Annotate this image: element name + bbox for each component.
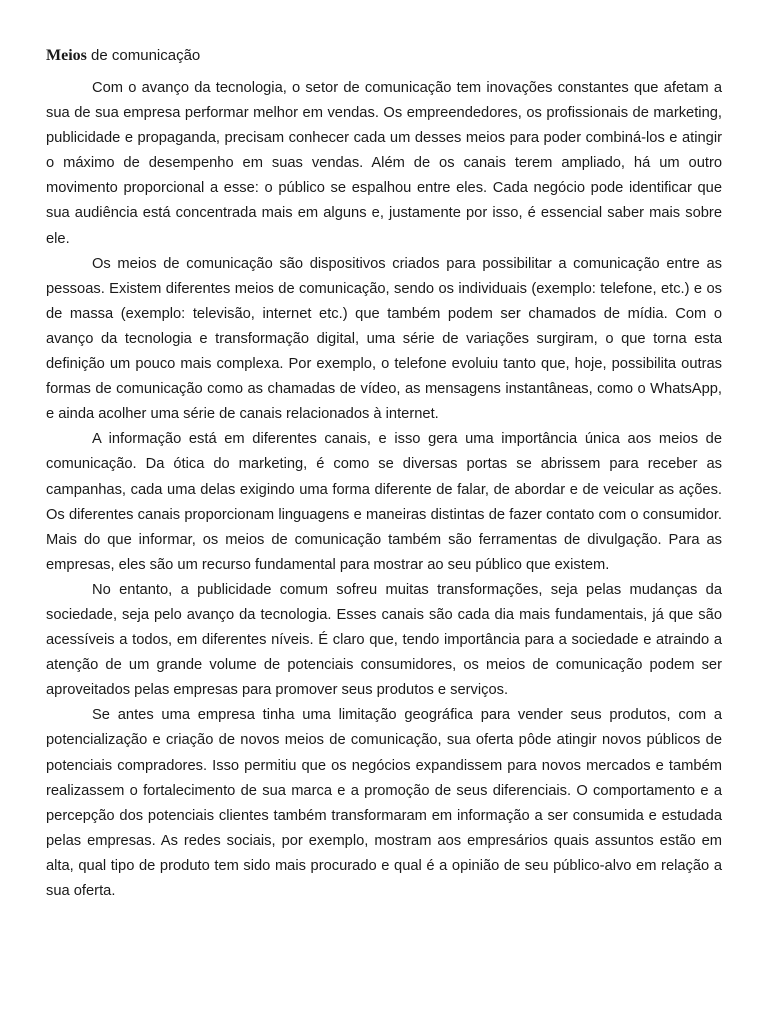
document-title (46, 44, 722, 68)
paragraph-5: Se antes uma empresa tinha uma limitação geográfica para vender seus produtos, com a potencialização e criação de novos meios de comunicação, sua oferta pôde atingir novos públicos de potenciais compradores. Isso permitiu que os negócios expandissem para novos mercados e também realizassem o fortalecimento de sua marca e a promoção de seus diferenciais. O comportamento e a percepção dos potenciais clientes também transformaram em informação a ser consumida e estudada pelas empresas. As redes sociais, por exemplo, mostram aos empresários quais assuntos estão em alta, qual tipo de produto tem sido mais procurado e qual é a opinião de seu público-alvo em relação a sua oferta. (46, 707, 722, 899)
document-page (46, 44, 722, 904)
paragraph-4: No entanto, a publicidade comum sofreu muitas transformações, seja pelas mudanças da sociedade, seja pelo avanço da tecnologia. Esses canais são cada dia mais fundamentais, já que são acessíveis a todos, em diferentes níveis. É claro que, tendo importância para a sociedade e atraindo a atenção de um grande volume de potenciais consumidores, os meios de comunicação podem ser aproveitados pelas empresas para promover seus produtos e serviços. (46, 581, 722, 699)
paragraph-2: Os meios de comunicação são dispositivos criados para possibilitar a comunicação entre as pessoas. Existem diferentes meios de comunicação, sendo os individuais (exemplo: telefone, etc.) e os de massa (exemplo: televisão, internet etc.) que também podem ser chamados de mídia. Com o avanço da tecnologia e transformação digital, uma série de variações surgiram, o que torna esta definição um pouco mais complexa. Por exemplo, o telefone evoluiu tanto que, hoje, possibilita outras formas de comunicação como as chamadas de vídeo, as mensagens instantâneas, como o WhatsApp, e ainda acolher uma série de canais relacionados à internet. (46, 255, 722, 423)
document-title-first-word: Meios (46, 47, 87, 64)
paragraph-3: A informação está em diferentes canais, e isso gera uma importância única aos meios de comunicação. Da ótica do marketing, é como se diversas portas se abrissem para receber as campanhas, cada uma delas exigindo uma forma diferente de falar, de abordar e de veicular as ações. Os diferentes canais proporcionam linguagens e maneiras distintas de fazer contato com o consumidor. Mais do que informar, os meios de comunicação também são ferramentas de divulgação. Para as empresas, eles são um recurso fundamental para mostrar ao seu público que existem. (46, 431, 722, 573)
paragraph-1: Com o avanço da tecnologia, o setor de comunicação tem inovações constantes que afetam a sua de sua empresa performar melhor em vendas. Os empreendedores, os profissionais de marketing, publicidade e propaganda, precisam conhecer cada um desses meios para poder combiná-los e atingir o máximo de desempenho em suas vendas. Além de os canais terem ampliado, há um outro movimento proporcional a esse: o público se espalhou entre eles. Cada negócio pode identificar que sua audiência está concentrada mais em alguns e, justamente por isso, é essencial saber mais sobre ele. (46, 80, 722, 247)
document-title-rest: de comunicação (86, 47, 201, 64)
